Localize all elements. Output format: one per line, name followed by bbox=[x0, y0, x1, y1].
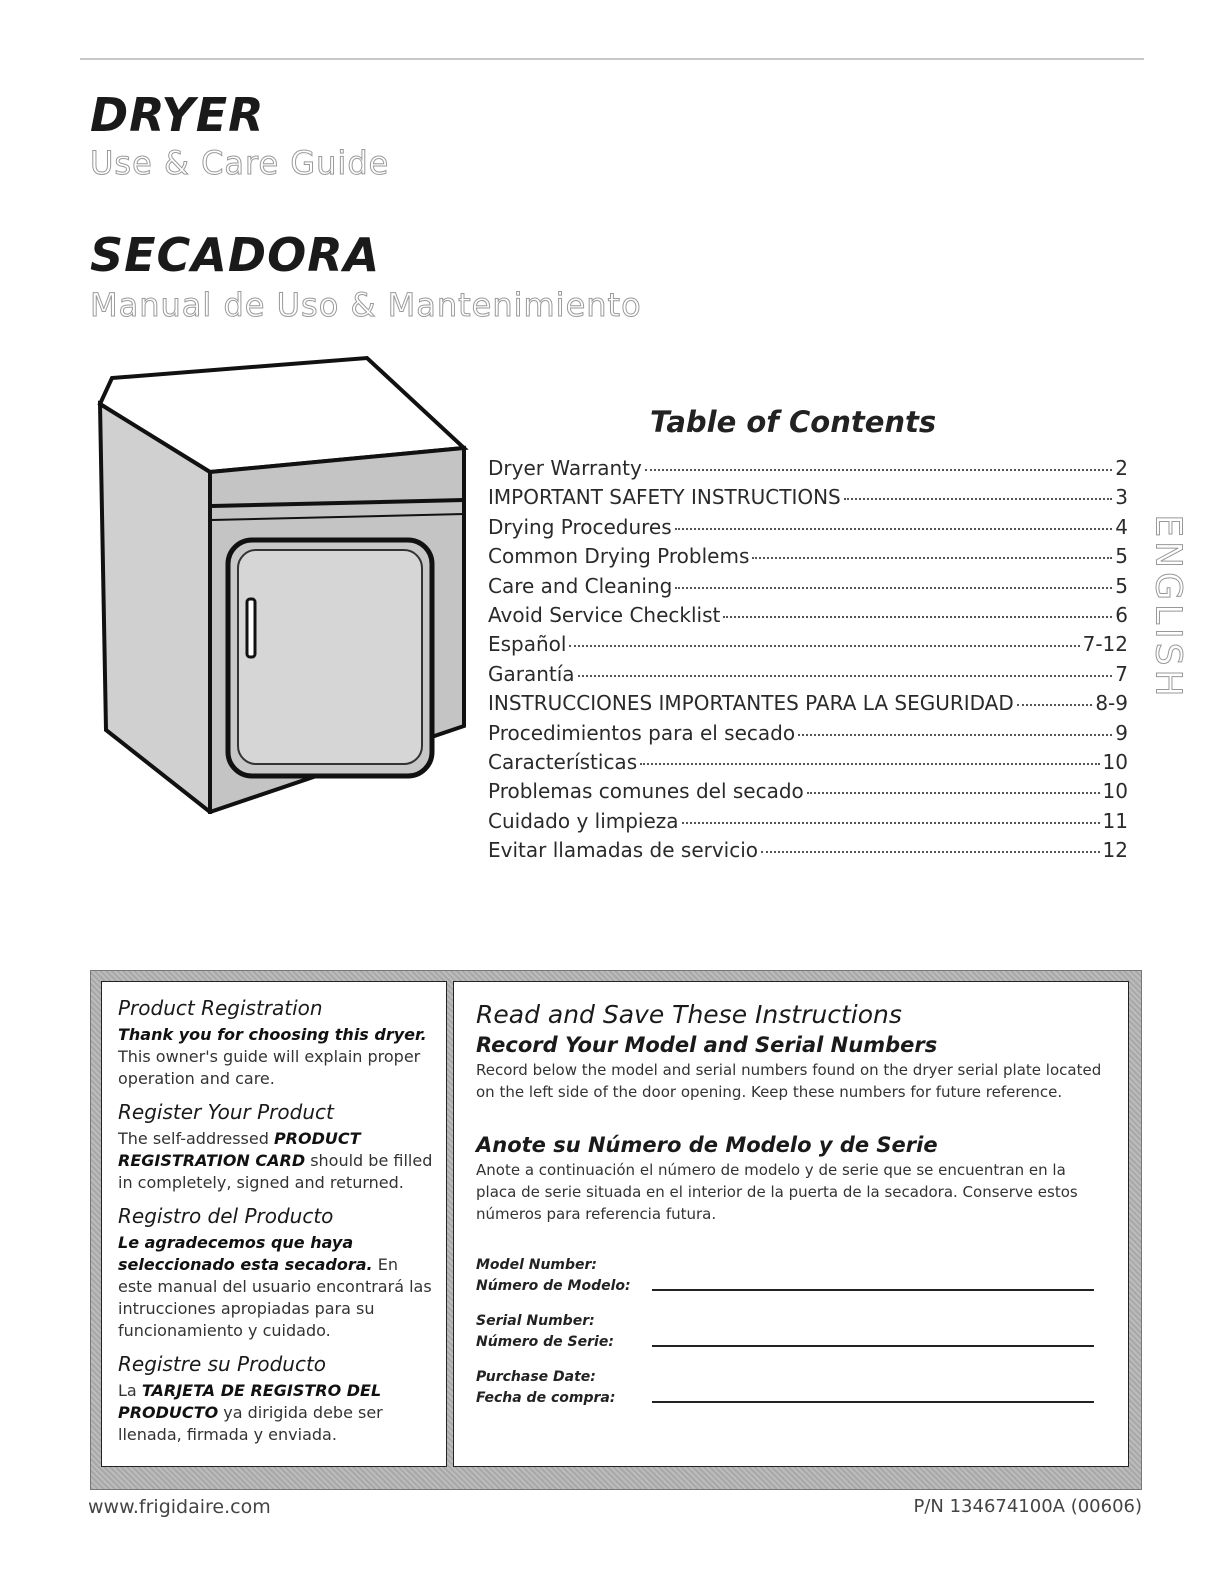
toc-entry[interactable] bbox=[488, 515, 1128, 544]
record-numbers-heading: Record Your Model and Serial Numbers bbox=[476, 1033, 938, 1057]
registro-producto-heading: Registro del Producto bbox=[118, 1204, 334, 1228]
product-registration-body: This owner's guide will explain proper operation and care. bbox=[118, 1047, 421, 1088]
toc-leader-dots bbox=[682, 822, 1100, 824]
purchase-date-label-en: Purchase Date: bbox=[476, 1369, 596, 1385]
purchase-date-labels bbox=[476, 1367, 652, 1409]
toc-leader-dots bbox=[569, 645, 1079, 647]
toc-leader-dots bbox=[1017, 704, 1093, 706]
anote-numero-heading: Anote su Número de Modelo y de Serie bbox=[476, 1133, 938, 1157]
toc-leader-dots bbox=[752, 557, 1112, 559]
table-of-contents bbox=[488, 456, 1128, 867]
toc-entry-label: Problemas comunes del secado bbox=[488, 779, 804, 804]
toc-leader-dots bbox=[640, 763, 1099, 765]
registre-producto-text bbox=[118, 1380, 436, 1446]
toc-entry-label: IMPORTANT SAFETY INSTRUCTIONS bbox=[488, 485, 841, 510]
toc-leader-dots bbox=[723, 616, 1112, 618]
toc-entry-page: 8-9 bbox=[1095, 691, 1128, 716]
register-product-pre: The self-addressed bbox=[118, 1129, 269, 1148]
registre-producto-post: ya dirigida debe ser llenada, firmada y enviada. bbox=[118, 1403, 383, 1444]
toc-entry[interactable] bbox=[488, 632, 1128, 661]
side-tab-label: ENGLISH bbox=[1147, 513, 1189, 701]
register-product-heading: Register Your Product bbox=[118, 1100, 334, 1124]
registre-producto-strong: TARJETA DE REGISTRO DEL PRODUCTO bbox=[118, 1381, 382, 1422]
toc-leader-dots bbox=[798, 734, 1112, 736]
toc-entry-label: Cuidado y limpieza bbox=[488, 808, 679, 833]
toc-entry-page: 10 bbox=[1102, 779, 1128, 804]
purchase-date-field[interactable] bbox=[476, 1367, 1108, 1409]
serial-number-labels bbox=[476, 1311, 652, 1353]
model-number-line[interactable] bbox=[652, 1289, 1094, 1291]
toc-leader-dots bbox=[807, 792, 1100, 794]
toc-entry[interactable] bbox=[488, 779, 1128, 808]
toc-entry-label: Evitar llamadas de servicio bbox=[488, 838, 759, 863]
serial-number-line[interactable] bbox=[652, 1345, 1094, 1347]
register-product-text bbox=[118, 1128, 436, 1194]
subtitle-manual: Manual de Uso & Mantenimiento bbox=[90, 286, 642, 324]
title-secadora: SECADORA bbox=[90, 228, 381, 282]
toc-leader-dots bbox=[761, 851, 1100, 853]
record-numbers-text: Record below the model and serial numbers found on the dryer serial plate located on the left side of the door opening. Keep these numbers for future reference. bbox=[476, 1061, 1102, 1101]
toc-entry-page: 11 bbox=[1102, 808, 1128, 833]
toc-entry-page: 12 bbox=[1102, 838, 1128, 863]
toc-title: Table of Contents bbox=[650, 405, 937, 439]
toc-entry-page: 2 bbox=[1115, 456, 1128, 480]
toc-leader-dots bbox=[844, 498, 1113, 500]
record-fields bbox=[476, 1255, 1108, 1409]
title-dryer: DRYER bbox=[90, 88, 265, 142]
product-registration-heading: Product Registration bbox=[118, 996, 323, 1020]
registration-panel-left bbox=[101, 981, 447, 1467]
registro-producto-body: En este manual del usuario encontrará las intrucciones apropiadas para su funcionamiento y cuidado. bbox=[118, 1255, 432, 1340]
toc-entry-label: Características bbox=[488, 749, 638, 774]
toc-entry[interactable] bbox=[488, 691, 1128, 720]
serial-number-field[interactable] bbox=[476, 1311, 1108, 1353]
registre-producto-pre: La bbox=[118, 1381, 137, 1400]
model-number-field[interactable] bbox=[476, 1255, 1108, 1297]
read-save-heading: Read and Save These Instructions bbox=[476, 1000, 902, 1029]
register-product-post: should be filled in completely, signed and returned. bbox=[118, 1151, 433, 1192]
registro-producto-text bbox=[118, 1232, 436, 1342]
registration-box bbox=[90, 970, 1142, 1490]
toc-leader-dots bbox=[675, 587, 1112, 589]
serial-number-label-en: Serial Number: bbox=[476, 1313, 595, 1329]
toc-leader-dots bbox=[578, 675, 1113, 677]
register-product-strong: PRODUCT REGISTRATION CARD bbox=[118, 1129, 361, 1170]
registre-producto-heading: Registre su Producto bbox=[118, 1352, 327, 1376]
purchase-date-line[interactable] bbox=[652, 1401, 1094, 1403]
serial-number-label-es: Número de Serie: bbox=[476, 1334, 614, 1350]
toc-leader-dots bbox=[675, 528, 1113, 530]
toc-entry-label: Avoid Service Checklist bbox=[488, 602, 721, 627]
toc-entry-page: 9 bbox=[1115, 720, 1128, 745]
product-registration-text bbox=[118, 1024, 436, 1090]
toc-entry[interactable] bbox=[488, 809, 1128, 838]
toc-entry-label: INSTRUCCIONES IMPORTANTES PARA LA SEGURIDAD bbox=[488, 691, 1014, 716]
toc-entry-label: Dryer Warranty bbox=[488, 456, 642, 480]
toc-entry-page: 10 bbox=[1102, 749, 1128, 774]
toc-entry-label: Drying Procedures bbox=[488, 514, 672, 539]
toc-entry-page: 7-12 bbox=[1082, 632, 1128, 657]
toc-entry-page: 7 bbox=[1115, 661, 1128, 686]
toc-entry-page: 5 bbox=[1115, 544, 1128, 569]
toc-entry-page: 4 bbox=[1115, 514, 1128, 539]
purchase-date-label-es: Fecha de compra: bbox=[476, 1390, 616, 1406]
toc-entry[interactable] bbox=[488, 574, 1128, 603]
toc-entry[interactable] bbox=[488, 750, 1128, 779]
registro-producto-lead: Le agradecemos que haya seleccionado esta secadora. bbox=[118, 1233, 373, 1274]
toc-entry[interactable] bbox=[488, 662, 1128, 691]
model-number-label-es: Número de Modelo: bbox=[476, 1278, 631, 1294]
toc-entry-label: Español bbox=[488, 632, 567, 657]
subtitle-use-care-guide: Use & Care Guide bbox=[90, 144, 390, 182]
toc-entry[interactable] bbox=[488, 603, 1128, 632]
toc-entry-label: Procedimientos para el secado bbox=[488, 720, 796, 745]
anote-numero-text: Anote a continuación el número de modelo y de serie que se encuentran en la placa de serie situada en el interior de la puerta de la secadora. Conserve estos números para referencia futura. bbox=[476, 1161, 1078, 1223]
toc-entry[interactable] bbox=[488, 838, 1128, 867]
model-number-label-en: Model Number: bbox=[476, 1257, 598, 1273]
toc-entry-label: Common Drying Problems bbox=[488, 544, 750, 569]
toc-entry-page: 3 bbox=[1115, 485, 1128, 510]
toc-entry-page: 5 bbox=[1115, 573, 1128, 598]
top-rule bbox=[80, 58, 1144, 60]
model-number-labels bbox=[476, 1255, 652, 1297]
toc-entry[interactable] bbox=[488, 721, 1128, 750]
product-registration-lead: Thank you for choosing this dryer. bbox=[118, 1025, 427, 1044]
toc-entry[interactable] bbox=[488, 456, 1128, 485]
toc-entry[interactable] bbox=[488, 544, 1128, 573]
footer-website-link[interactable]: www.frigidaire.com bbox=[88, 1496, 271, 1518]
footer-part-number: P/N 134674100A (00606) bbox=[913, 1496, 1142, 1517]
toc-entry[interactable] bbox=[488, 485, 1128, 514]
registration-panel-right bbox=[453, 981, 1129, 1467]
toc-entry-label: Garantía bbox=[488, 661, 575, 686]
side-tab-english bbox=[1146, 512, 1190, 702]
toc-entry-page: 6 bbox=[1115, 602, 1128, 627]
toc-leader-dots bbox=[645, 469, 1112, 471]
dryer-illustration bbox=[92, 354, 482, 814]
toc-entry-label: Care and Cleaning bbox=[488, 573, 673, 598]
